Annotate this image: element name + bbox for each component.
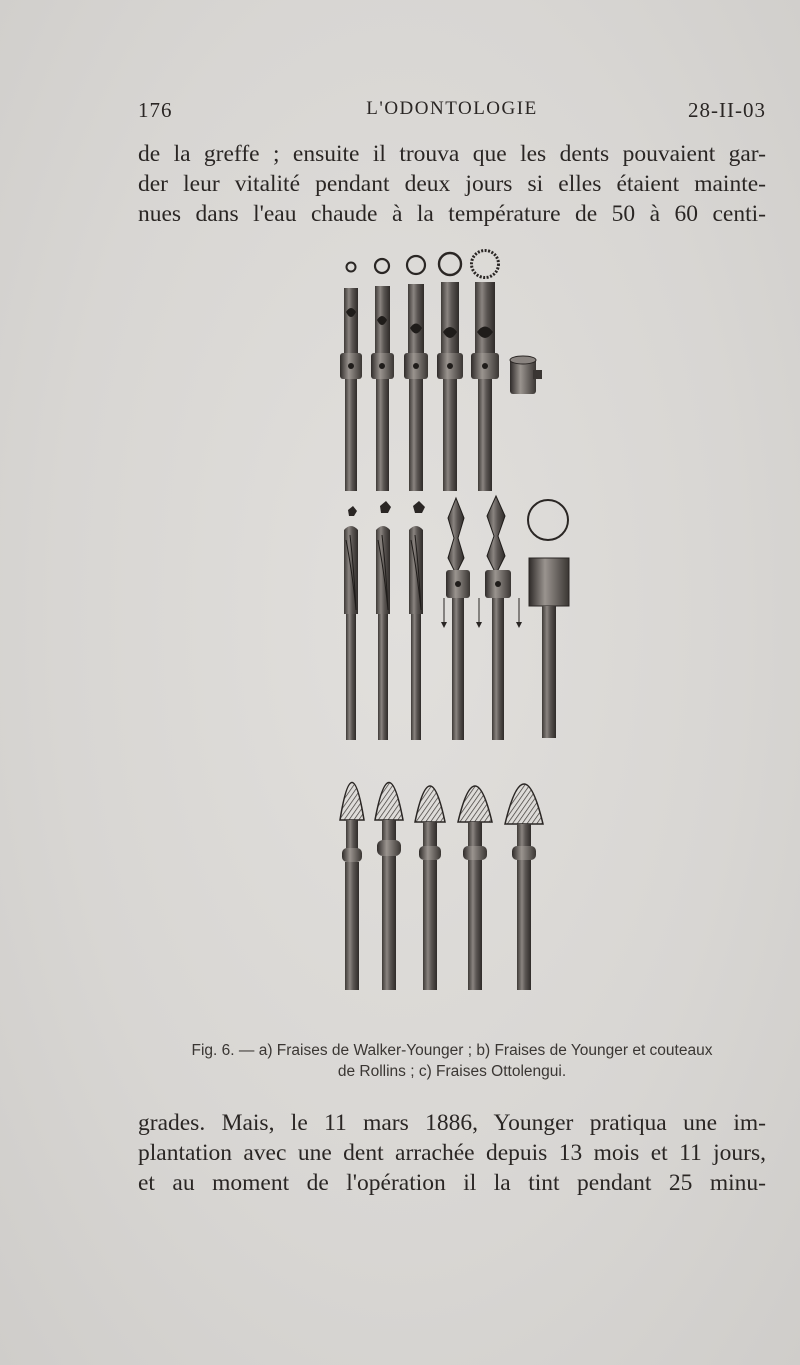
text-line: der leur vitalité pendant deux jours si elles étaient mainte- [138,171,766,197]
dental-burs-engraving [320,240,590,1000]
text-line: plantation avec une dent arrachée depuis 13 mois et 11 jours, [138,1140,766,1166]
text-line: grades. Mais, le 11 mars 1886, Younger pratiqua une im- [138,1110,766,1136]
younger-rollins-burs [344,496,569,740]
issue-date: 28-II-03 [688,98,766,122]
ottolengui-burs [340,783,543,991]
page-number: 176 [138,98,173,122]
walker-younger-burs [340,251,542,492]
running-header [138,98,766,128]
running-title: L'ODONTOLOGIE [366,98,538,119]
caption-line: Fig. 6. — a) Fraises de Walker-Younger ; b) Fraises de Younger et couteaux [191,1042,713,1059]
paragraph-bottom [138,1108,766,1198]
figure-caption [138,1040,766,1082]
text-line: et au moment de l'opération il la tint pendant 25 minu- [138,1170,766,1196]
paragraph-top [138,139,766,229]
text-line: de la greffe ; ensuite il trouva que les dents pouvaient gar- [138,141,766,167]
text-line: nues dans l'eau chaude à la température de 50 à 60 centi- [138,201,766,227]
caption-line: de Rollins ; c) Fraises Ottolengui. [337,1063,567,1080]
